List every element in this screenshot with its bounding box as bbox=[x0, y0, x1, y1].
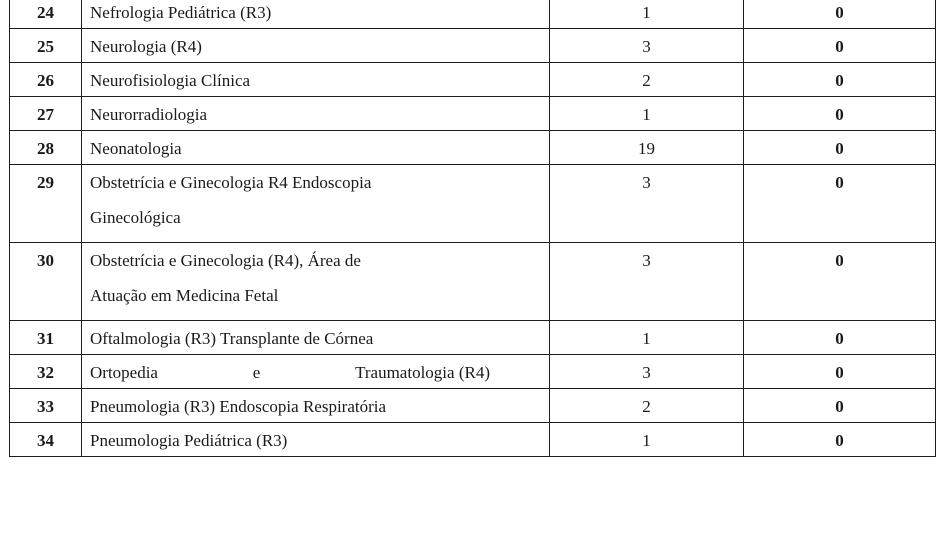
row-number: 32 bbox=[10, 355, 82, 389]
vacancy-count: 3 bbox=[550, 243, 744, 321]
vacancy-count: 2 bbox=[550, 63, 744, 97]
specialty-name-justified bbox=[90, 363, 490, 383]
row-number: 25 bbox=[10, 29, 82, 63]
second-count: 0 bbox=[744, 63, 936, 97]
table-row bbox=[10, 321, 936, 355]
table-row bbox=[10, 0, 936, 29]
second-count: 0 bbox=[744, 165, 936, 243]
specialty-name: Neurorradiologia bbox=[82, 97, 550, 131]
table-row bbox=[10, 165, 936, 243]
table-row bbox=[10, 389, 936, 423]
vacancy-count: 2 bbox=[550, 389, 744, 423]
row-number: 26 bbox=[10, 63, 82, 97]
vacancy-count: 1 bbox=[550, 0, 744, 29]
vacancy-count: 19 bbox=[550, 131, 744, 165]
second-count: 0 bbox=[744, 29, 936, 63]
specialty-name: Nefrologia Pediátrica (R3) bbox=[82, 0, 550, 29]
table-row bbox=[10, 63, 936, 97]
second-count: 0 bbox=[744, 131, 936, 165]
specialty-name: Oftalmologia (R3) Transplante de Córnea bbox=[82, 321, 550, 355]
specialty-name bbox=[82, 355, 550, 389]
specialty-name-line-2: Ginecológica bbox=[90, 208, 181, 227]
specialty-name: Neonatologia bbox=[82, 131, 550, 165]
specialty-name-line-1: Obstetrícia e Ginecologia (R4), Área de bbox=[90, 251, 361, 270]
second-count: 0 bbox=[744, 355, 936, 389]
second-count: 0 bbox=[744, 0, 936, 29]
table-row bbox=[10, 423, 936, 457]
specialty-name-line-2: Atuação em Medicina Fetal bbox=[90, 286, 279, 305]
row-number: 28 bbox=[10, 131, 82, 165]
row-number: 24 bbox=[10, 0, 82, 29]
table-row bbox=[10, 355, 936, 389]
row-number: 29 bbox=[10, 165, 82, 243]
vacancy-count: 1 bbox=[550, 423, 744, 457]
vacancy-count: 1 bbox=[550, 321, 744, 355]
vacancy-count: 3 bbox=[550, 165, 744, 243]
table-row bbox=[10, 131, 936, 165]
row-number: 33 bbox=[10, 389, 82, 423]
vacancy-count: 3 bbox=[550, 355, 744, 389]
specialty-name-word: Traumatologia (R4) bbox=[355, 363, 490, 382]
row-number: 27 bbox=[10, 97, 82, 131]
second-count: 0 bbox=[744, 389, 936, 423]
row-number: 30 bbox=[10, 243, 82, 321]
specialty-name: Neurofisiologia Clínica bbox=[82, 63, 550, 97]
specialty-name bbox=[82, 243, 550, 321]
specialty-name: Pneumologia Pediátrica (R3) bbox=[82, 423, 550, 457]
second-count: 0 bbox=[744, 423, 936, 457]
specialty-table bbox=[9, 0, 936, 457]
vacancy-count: 1 bbox=[550, 97, 744, 131]
vacancy-count: 3 bbox=[550, 29, 744, 63]
specialty-name-word: Ortopedia bbox=[90, 363, 158, 382]
specialty-name: Pneumologia (R3) Endoscopia Respiratória bbox=[82, 389, 550, 423]
specialty-name-line-1: Obstetrícia e Ginecologia R4 Endoscopia bbox=[90, 173, 372, 192]
second-count: 0 bbox=[744, 321, 936, 355]
specialty-name bbox=[82, 165, 550, 243]
row-number: 31 bbox=[10, 321, 82, 355]
table-row bbox=[10, 29, 936, 63]
row-number: 34 bbox=[10, 423, 82, 457]
table-row bbox=[10, 97, 936, 131]
table-row bbox=[10, 243, 936, 321]
second-count: 0 bbox=[744, 243, 936, 321]
specialty-name: Neurologia (R4) bbox=[82, 29, 550, 63]
second-count: 0 bbox=[744, 97, 936, 131]
specialty-name-word: e bbox=[252, 363, 261, 382]
